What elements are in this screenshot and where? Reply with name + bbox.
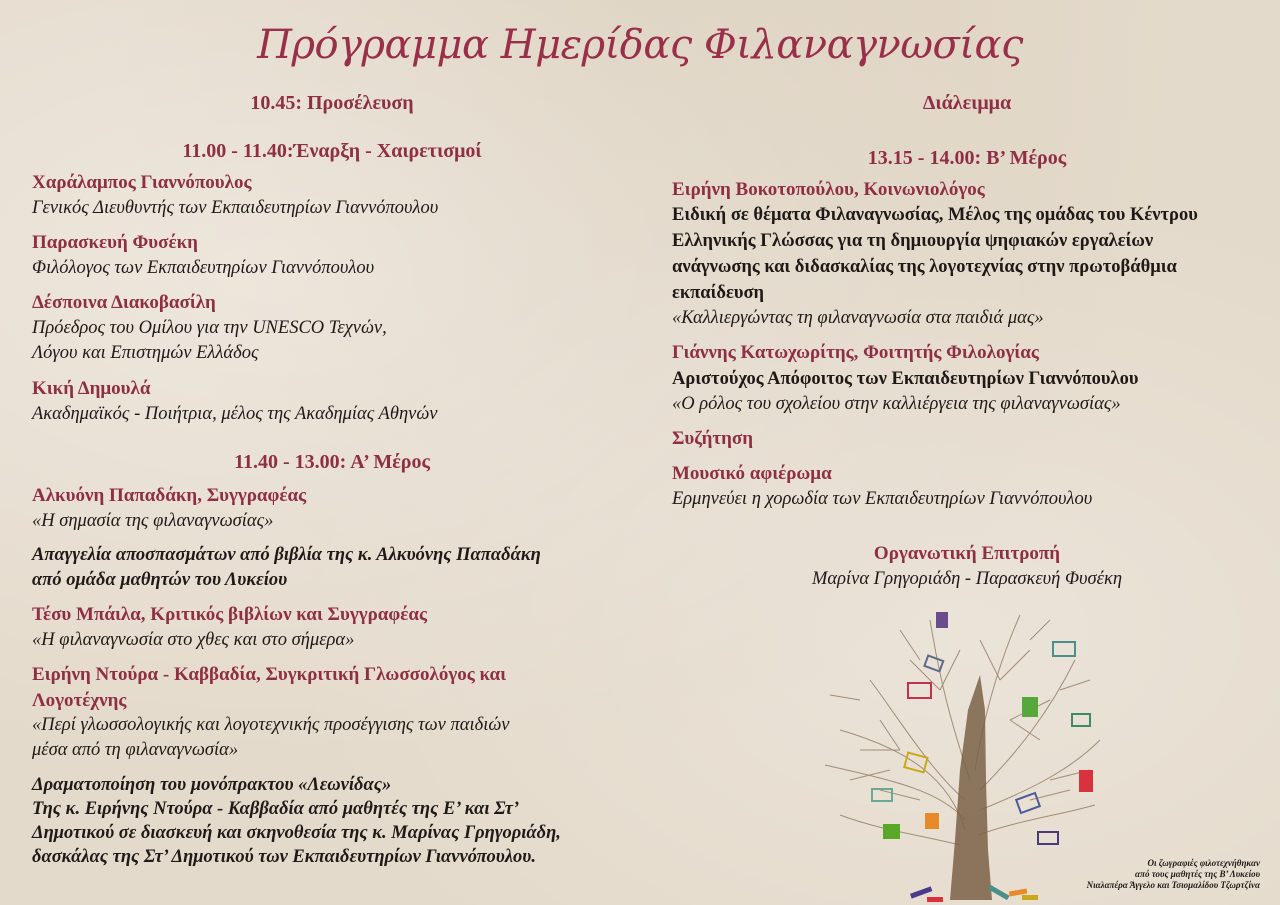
part-b-heading: 13.15 - 14.00: Β’ Μέρος: [867, 147, 1067, 169]
speaker-role: Ακαδημαϊκός - Ποιήτρια, μέλος της Ακαδημίας Αθηνών: [32, 404, 438, 424]
talk-title: «Ο ρόλος του σχολείου στην καλλιέργεια της φιλαναγνωσίας»: [672, 394, 1121, 414]
speaker-name: Ειρήνη Ντούρα - Καββαδία, Συγκριτική Γλωσσολόγος και: [32, 664, 506, 685]
speaker-name: Χαράλαμπος Γιαννόπουλος: [32, 172, 252, 193]
speaker-description: ανάγνωσης και διδασκαλίας της λογοτεχνίας στην πρωτοβάθμια: [672, 257, 1177, 277]
speaker-name: Κική Δημουλά: [32, 378, 151, 399]
arrival-heading: 10.45: Προσέλευση: [250, 92, 414, 114]
committee-heading: Οργανωτική Επιτροπή: [873, 543, 1061, 564]
speaker-name: Λογοτέχνης: [32, 690, 127, 711]
speaker-name: Γιάννης Κατωχωρίτης, Φοιτητής Φιλολογίας: [672, 342, 1039, 363]
speaker-role: Λόγου και Επιστημών Ελλάδος: [32, 343, 259, 363]
tree-trunk: [950, 675, 992, 900]
speaker-role: Γενικός Διευθυντής των Εκπαιδευτηρίων Γιαννόπουλου: [32, 198, 439, 218]
talk-title: «Η σημασία της φιλαναγνωσίας»: [32, 511, 274, 531]
music-description: Ερμηνεύει η χορωδία των Εκπαιδευτηρίων Γιαννόπουλου: [672, 489, 1093, 509]
speaker-role: Φιλόλογος των Εκπαιδευτηρίων Γιαννόπουλου: [32, 258, 375, 278]
discussion-label: Συζήτηση: [672, 428, 754, 449]
music-label: Μουσικό αφιέρωμα: [672, 463, 832, 484]
speaker-name: Τέσυ Μπάιλα, Κριτικός βιβλίων και Συγγραφέας: [32, 604, 427, 625]
recital-line: Απαγγελία αποσπασμάτων από βιβλία της κ. Αλκυόνης Παπαδάκη: [32, 545, 541, 565]
page-title: Πρόγραμμα Ημερίδας Φιλαναγνωσίας: [257, 22, 1023, 68]
tree-of-books-illustration: [800, 600, 1120, 905]
drama-line: Δημοτικού σε διασκευή και σκηνοθεσία της κ. Μαρίνας Γρηγοριάδη,: [32, 823, 561, 843]
speaker-name: Ειρήνη Βοκοτοπούλου, Κοινωνιολόγος: [672, 179, 985, 200]
speaker-description: εκπαίδευση: [672, 283, 765, 303]
speaker-description: Ελληνικής Γλώσσας για τη δημιουργία ψηφιακών εργαλείων: [672, 231, 1154, 251]
speaker-name: Παρασκευή Φυσέκη: [32, 232, 198, 253]
credit-line: Νιαλαπέρα Άγγελο και Τσιομαλίδου Τζωρτζίνα: [1086, 880, 1260, 890]
committee-members: Μαρίνα Γρηγοριάδη - Παρασκευή Φυσέκη: [811, 569, 1123, 589]
drama-line: Της κ. Ειρήνης Ντούρα - Καββαδία από μαθητές της Ε’ και Στ’: [32, 799, 520, 819]
speaker-name: Αλκυόνη Παπαδάκη, Συγγραφέας: [32, 485, 307, 506]
opening-heading: 11.00 - 11.40:Έναρξη - Χαιρετισμοί: [182, 140, 482, 162]
talk-title: «Η φιλαναγνωσία στο χθες και στο σήμερα»: [32, 630, 355, 650]
talk-title: «Καλλιεργώντας τη φιλαναγνωσία στα παιδιά μας»: [672, 308, 1044, 328]
speaker-description: Αριστούχος Απόφοιτος των Εκπαιδευτηρίων Γιαννόπουλου: [672, 369, 1139, 389]
drama-line: δασκάλας της Στ’ Δημοτικού των Εκπαιδευτηρίων Γιαννόπουλου.: [32, 847, 536, 867]
speaker-role: Πρόεδρος του Ομίλου για την UNESCO Τεχνών,: [32, 318, 387, 338]
illustration-credit: [1087, 858, 1260, 891]
drama-line: Δραματοποίηση του μονόπρακτου «Λεωνίδας»: [32, 775, 392, 795]
credit-line: από τους μαθητές της Β’ Λυκείου: [1135, 869, 1260, 879]
break-heading: Διάλειμμα: [922, 92, 1012, 114]
talk-title: «Περί γλωσσολογικής και λογοτεχνικής προσέγγισης των παιδιών: [32, 715, 510, 735]
speaker-description: Ειδική σε θέματα Φιλαναγνωσίας, Μέλος της ομάδας του Κέντρου: [672, 205, 1198, 225]
recital-line: από ομάδα μαθητών του Λυκείου: [32, 570, 288, 590]
speaker-name: Δέσποινα Διακοβασίλη: [32, 292, 216, 313]
talk-title: μέσα από τη φιλαναγνωσία»: [32, 740, 239, 760]
credit-line: Οι ζωγραφιές φιλοτεχνήθηκαν: [1147, 858, 1260, 868]
part-a-heading: 11.40 - 13.00: Α’ Μέρος: [234, 451, 430, 473]
